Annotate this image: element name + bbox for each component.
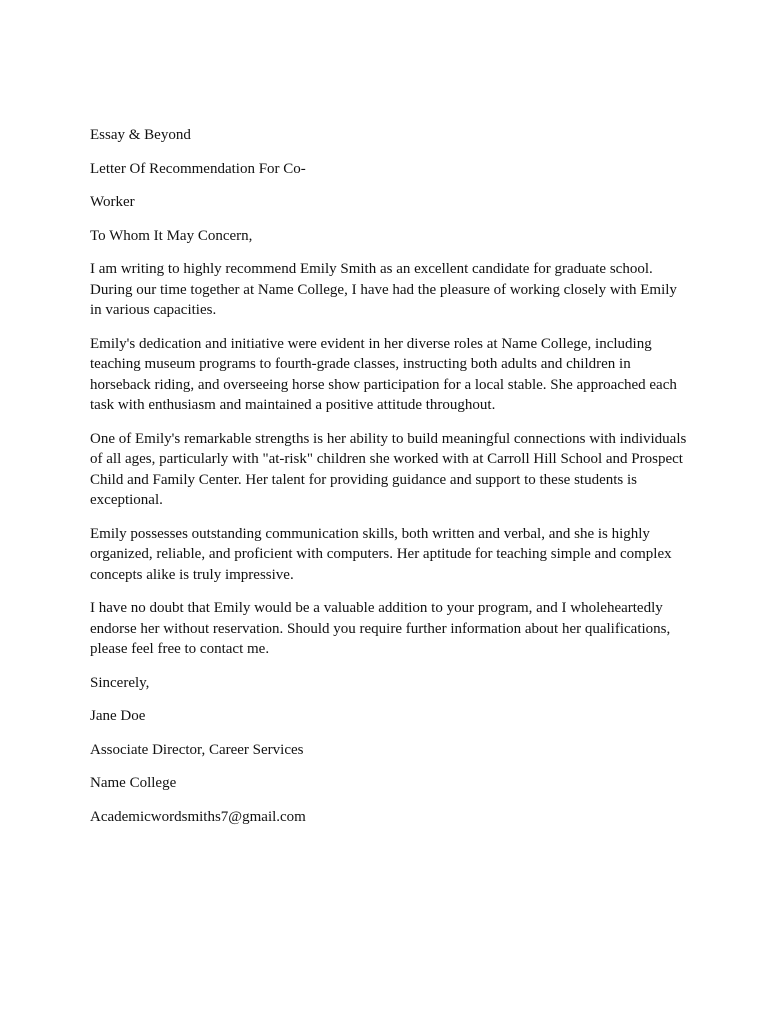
letter-page bbox=[90, 125, 690, 840]
closing: Sincerely, bbox=[90, 674, 150, 691]
letter-title-line-1: Letter Of Recommendation For Co- bbox=[90, 160, 306, 177]
body-paragraph-5: I have no doubt that Emily would be a valuable addition to your program, and I wholeheartedly endorse her without reservation. Should you require further information about her qualifications, please feel free to contact me. bbox=[90, 600, 671, 657]
signer-title: Associate Director, Career Services bbox=[90, 741, 304, 758]
brand-name: Essay & Beyond bbox=[90, 127, 191, 143]
body-paragraph-1: I am writing to highly recommend Emily Smith as an excellent candidate for graduate school. During our time together at Name College, I have had the pleasure of working closely with Emily in various capacities. bbox=[90, 261, 677, 318]
salutation: To Whom It May Concern, bbox=[90, 227, 253, 244]
body-paragraph-4: Emily possesses outstanding communication skills, both written and verbal, and she is highly organized, reliable, and proficient with computers. Her aptitude for teaching simple and complex concepts alike is truly impressive. bbox=[90, 525, 672, 583]
signer-name: Jane Doe bbox=[90, 708, 146, 724]
signer-organization: Name College bbox=[90, 775, 177, 791]
signer-email: Academicwordsmiths7@gmail.com bbox=[90, 808, 306, 825]
letter-title-line-2: Worker bbox=[90, 194, 135, 210]
body-paragraph-2: Emily's dedication and initiative were evident in her diverse roles at Name College, including teaching museum programs to fourth-grade classes, instructing both adults and children in horseback riding, and overseeing horse show participation for a local stable. She approached each task with enthusiasm and maintained a positive attitude throughout. bbox=[90, 335, 677, 413]
body-paragraph-3: One of Emily's remarkable strengths is her ability to build meaningful connections with individuals of all ages, particularly with "at-risk" children she worked with at Carroll Hill School and Prospect Child and Family Center. Her talent for providing guidance and support to these students is exceptional. bbox=[90, 430, 687, 508]
